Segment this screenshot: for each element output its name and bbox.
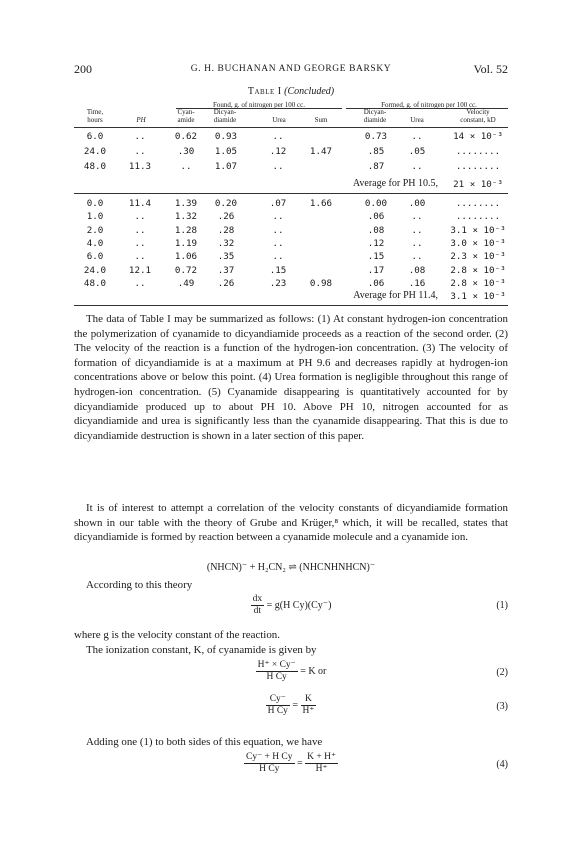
- table-cell: 6.0: [86, 131, 104, 142]
- table-cell: ..: [272, 131, 284, 142]
- table-cell: .30: [177, 146, 195, 157]
- page-number: 200: [74, 62, 92, 76]
- where-line: where g is the velocity constant of the reaction.: [74, 629, 280, 641]
- table-cell: 0.72: [174, 264, 198, 276]
- table-cell: 1.19: [174, 237, 198, 249]
- table-cell: 48.0: [83, 161, 107, 172]
- table-cell: .07: [269, 198, 287, 209]
- table-cell: 12.1: [128, 264, 152, 276]
- table-cell: 1.32: [174, 211, 198, 223]
- table-cell: 6.0: [86, 251, 104, 263]
- summary-paragraph: The data of Table I may be summarized as follows: (1) At constant hydrogen-ion concentration the polymerization of cyanamide to dicyandiamide proceeds as a reaction of the second order. (2) The velocity of the reaction is a function of the hydrogen-ion concentration. (3) The velocity of formation of dicyandiamide is at a maximum at PH 9.6 and decreases rapidly at hydrogen-ion concentrations above or below this point. (4) Urea formation is negligible throughout this range of hydrogen-ion concentration. (5) Cyanamide disappearing is quantitatively accounted for by dicyandiamide produced up to about PH 10. Above PH 10, nitrogen accounted for as dicyandiamide and urea is significantly less than the cyanamide disappearing. That this is due to dicyandiamide destruction is shown in a later section of this paper.: [74, 313, 508, 442]
- table-cell: ..: [272, 224, 284, 236]
- table-cell: .49: [177, 277, 195, 289]
- table-cell: 11.3: [128, 161, 152, 172]
- table-cell: 0.0: [86, 198, 104, 209]
- table-cell: .08: [367, 224, 385, 236]
- table-cell: ........: [455, 161, 501, 172]
- table-body: [0, 0, 572, 310]
- table-cell: ..: [180, 161, 192, 172]
- table-cell: .28: [217, 224, 235, 236]
- table-cell: ..: [134, 277, 146, 289]
- adding-line: Adding one (1) to both sides of this equation, we have: [86, 736, 323, 748]
- equation-number: (3): [496, 701, 508, 712]
- table-cell: .15: [269, 264, 287, 276]
- table-cell: 14 × 10⁻³: [453, 131, 503, 142]
- table-cell: .06: [367, 277, 385, 289]
- table-cell: ........: [455, 146, 501, 157]
- table-cell: .15: [367, 251, 385, 263]
- table-cell: 1.0: [86, 211, 104, 223]
- col-header-urea: Urea: [272, 116, 286, 124]
- ionization-line: The ionization constant, K, of cyanamide is given by: [86, 644, 317, 656]
- col-header-formed-dicyandiamide: Dicyan- diamide: [363, 108, 387, 124]
- col-header-cyanamide: Cyan- amide: [177, 108, 195, 124]
- table-cell: 2.0: [86, 224, 104, 236]
- table-cell: 0.62: [174, 131, 198, 142]
- group-header-formed: Formed, g. of nitrogen per 100 cc.: [381, 101, 477, 109]
- table-cell: ..: [411, 237, 423, 249]
- equation-number: (4): [496, 759, 508, 770]
- table-cell: 1.06: [174, 251, 198, 263]
- table-cell: ..: [411, 131, 423, 142]
- table-cell: ..: [134, 211, 146, 223]
- equation-2: $\frac{H^+ \times Cy^-}{\text{H Cy}}$ = K or: [257, 660, 327, 682]
- table-cell: .17: [367, 264, 385, 276]
- table-cell: 3.0 × 10⁻³: [450, 237, 506, 249]
- table-cell: ..: [411, 161, 423, 172]
- table-cell: 1.07: [214, 161, 238, 172]
- table-cell: 3.1 × 10⁻³: [450, 224, 506, 236]
- table-cell: .16: [408, 277, 426, 289]
- equation-number: (1): [496, 600, 508, 611]
- volume-label: Vol. 52: [473, 62, 508, 76]
- col-header-dicyandiamide: Dicyan- diamide: [213, 108, 237, 124]
- table-cell: 2.3 × 10⁻³: [450, 251, 506, 263]
- table-cell: 0.20: [214, 198, 238, 209]
- table-cell: 0.98: [309, 277, 333, 289]
- equation-3: $\frac{Cy^-}{\text{H Cy}}$ = $\frac{K}{H^+}$: [267, 694, 315, 716]
- table-cell: .12: [269, 146, 287, 157]
- table-cell: ..: [411, 251, 423, 263]
- table-cell: .26: [217, 277, 235, 289]
- table-cell: ..: [134, 131, 146, 142]
- table-cell: .08: [408, 264, 426, 276]
- table-cell: 48.0: [83, 277, 107, 289]
- table-cell: 1.05: [214, 146, 238, 157]
- correlation-paragraph: It is of interest to attempt a correlation of the velocity constants of dicyandiamide formation shown in our table with the theory of Grube and Krüger,⁸ which, it will be recalled, states that dicyandiamide is formed by reaction between a cyanamide molecule and a cyanamide ion.: [74, 502, 508, 544]
- table-cell: ..: [272, 237, 284, 249]
- table-cell: 4.0: [86, 237, 104, 249]
- average-row-value: 3.1 × 10⁻³: [450, 291, 506, 302]
- table-cell: ..: [134, 146, 146, 157]
- table-cell: 1.66: [309, 198, 333, 209]
- equation-4: $\frac{\text{Cy⁻ + H Cy}}{\text{H Cy}}$ = $\frac{K + H^+}{H^+}$: [245, 752, 336, 774]
- table-cell: 1.47: [309, 146, 333, 157]
- table-cell: ..: [272, 211, 284, 223]
- table-cell: 2.8 × 10⁻³: [450, 264, 506, 276]
- equation-number: (2): [496, 667, 508, 678]
- table-cell: ........: [455, 211, 501, 223]
- table-cell: .35: [217, 251, 235, 263]
- table-cell: .37: [217, 264, 235, 276]
- table-cell: .87: [367, 161, 385, 172]
- table-cell: 1.28: [174, 224, 198, 236]
- col-header-ph: PH: [136, 116, 146, 124]
- col-header-velocity: Velocity constant, kD: [460, 108, 496, 124]
- table-cell: ..: [134, 251, 146, 263]
- table-cell: ..: [134, 237, 146, 249]
- table-cell: ..: [272, 251, 284, 263]
- col-header-formed-urea: Urea: [410, 116, 424, 124]
- reaction-equation: (NHCN)⁻ + H₂CN₂ ⇌ (NHCNHNHCN)⁻: [206, 561, 376, 573]
- equation-1: $\frac{dx}{dt}$ = g(H Cy)(Cy⁻): [252, 594, 332, 616]
- average-row-label: Average for PH 10.5,: [352, 178, 438, 189]
- table-cell: .26: [217, 211, 235, 223]
- table-cell: ..: [272, 161, 284, 172]
- table-cell: ........: [455, 198, 501, 209]
- table-cell: .06: [367, 211, 385, 223]
- table-cell: 11.4: [128, 198, 152, 209]
- table-cell: 1.39: [174, 198, 198, 209]
- average-row-value: 21 × 10⁻³: [453, 179, 503, 190]
- table-label: Table I: [247, 86, 282, 97]
- col-header-time: Time, hours: [86, 108, 104, 124]
- table-cell: 2.8 × 10⁻³: [450, 277, 506, 289]
- table-cell: ..: [134, 224, 146, 236]
- col-header-sum: Sum: [314, 116, 328, 124]
- table-cell: ..: [411, 211, 423, 223]
- according-line: According to this theory: [86, 579, 193, 591]
- table-cell: .23: [269, 277, 287, 289]
- table-cell: .05: [408, 146, 426, 157]
- table-cell: 24.0: [83, 146, 107, 157]
- table-cell: .00: [408, 198, 426, 209]
- average-row-label: Average for PH 11.4,: [353, 290, 438, 301]
- table-cell: 24.0: [83, 264, 107, 276]
- table-cell: .12: [367, 237, 385, 249]
- table-cell: .85: [367, 146, 385, 157]
- equilibrium-arrows-icon: ⇌: [288, 561, 297, 573]
- table-cell: 0.93: [214, 131, 238, 142]
- table-cell: 0.00: [364, 198, 388, 209]
- table-cell: ..: [411, 224, 423, 236]
- group-header-found: Found, g. of nitrogen per 100 cc.: [213, 101, 305, 109]
- running-title: G. H. BUCHANAN AND GEORGE BARSKY: [190, 64, 392, 74]
- table-cell: .32: [217, 237, 235, 249]
- table-cell: 0.73: [364, 131, 388, 142]
- table-caption-note: (Concluded): [284, 86, 335, 97]
